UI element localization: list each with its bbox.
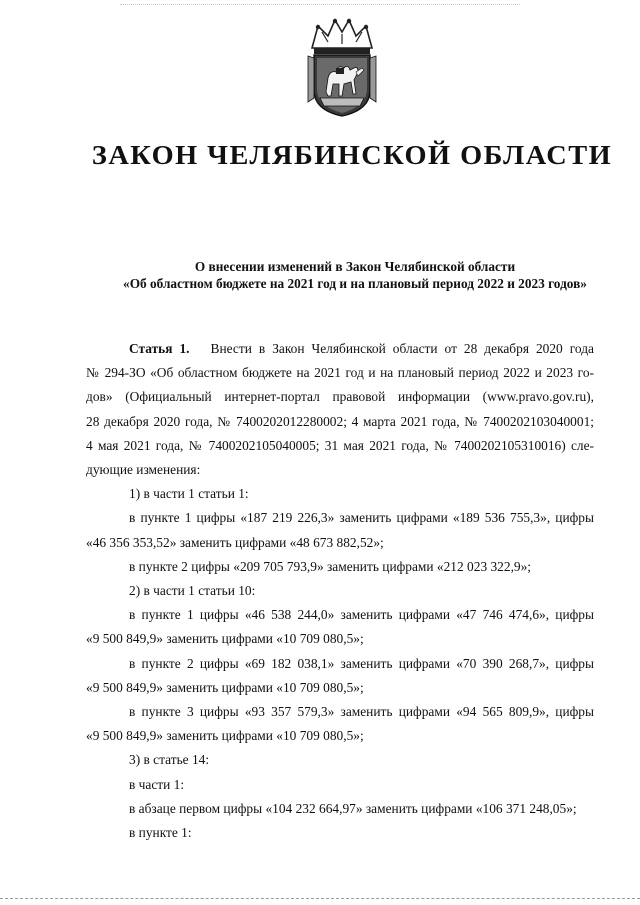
- text-line: в пункте 2 цифры «209 705 793,9» заменить цифрами «212 023 322,9»;: [129, 558, 532, 574]
- text-line: 3) в статье 14:: [129, 752, 210, 768]
- document-body: [86, 337, 594, 845]
- list-item: [86, 797, 594, 821]
- law-title: ЗАКОН ЧЕЛЯБИНСКОЙ ОБЛАСТИ: [91, 140, 613, 170]
- chelyabinsk-coat-of-arms-icon: [298, 18, 386, 118]
- page-bottom-edge: [0, 898, 640, 899]
- subtitle-line-1: О внесении изменений в Закон Челябинской области: [194, 259, 516, 274]
- article-1-paragraph: [86, 337, 594, 482]
- text-line: дующие изменения:: [86, 462, 201, 478]
- list-item: [86, 555, 594, 579]
- text-line: «9 500 849,9» заменить цифрами «10 709 080,5»;: [86, 728, 364, 744]
- text-line: в части 1:: [129, 776, 185, 792]
- text-line: 2) в части 1 статьи 10:: [129, 583, 256, 599]
- text-line: в пункте 1 цифры «46 538 244,0» заменить цифрами «47 746 474,6», цифры: [129, 607, 594, 623]
- list-item: [86, 700, 594, 748]
- list-item: [86, 821, 594, 845]
- text-line: 28 декабря 2020 года, № 7400202012280002; 4 марта 2021 года, № 7400202103040001;: [86, 413, 594, 429]
- list-item: [86, 579, 594, 603]
- list-item: [86, 482, 594, 506]
- text-line: дов» (Официальный интернет-портал правовой информации (www.pravo.gov.ru),: [86, 389, 594, 405]
- text-line: «9 500 849,9» заменить цифрами «10 709 080,5»;: [86, 679, 364, 695]
- text-line: в пункте 1 цифры «187 219 226,3» заменить цифрами «189 536 755,3», цифры: [129, 510, 594, 526]
- text-line: «46 356 353,52» заменить цифрами «48 673 882,52»;: [86, 534, 384, 550]
- text-line: «9 500 849,9» заменить цифрами «10 709 080,5»;: [86, 631, 364, 647]
- text-line: 4 мая 2021 года, № 7400202105040005; 31 мая 2021 года, № 7400202105310016) сле-: [86, 437, 594, 453]
- list-item: [86, 603, 594, 651]
- text-line: № 294-ЗО «Об областном бюджете на 2021 год и на плановый период 2022 и 2023 го-: [86, 365, 594, 381]
- subtitle-line-2: «Об областном бюджете на 2021 год и на плановый период 2022 и 2023 годов»: [123, 276, 587, 291]
- list-item: [86, 748, 594, 772]
- text-line: в абзаце первом цифры «104 232 664,97» заменить цифрами «106 371 248,05»;: [129, 800, 577, 816]
- text-line: Внести в Закон Челябинской области от 28 декабря 2020 года: [210, 341, 594, 356]
- list-item: [86, 652, 594, 700]
- text-line: в пункте 2 цифры «69 182 038,1» заменить цифрами «70 390 268,7», цифры: [129, 655, 594, 671]
- text-line: [86, 337, 594, 361]
- text-line: в пункте 3 цифры «93 357 579,3» заменить цифрами «94 565 809,9», цифры: [129, 704, 594, 720]
- list-item: [86, 506, 594, 554]
- law-subtitle: [60, 258, 640, 292]
- text-line: в пункте 1:: [129, 825, 192, 841]
- text-line: 1) в части 1 статьи 1:: [129, 486, 249, 502]
- scan-artifact-divider: [120, 4, 520, 7]
- article-label: Статья 1.: [129, 341, 190, 356]
- list-item: [86, 773, 594, 797]
